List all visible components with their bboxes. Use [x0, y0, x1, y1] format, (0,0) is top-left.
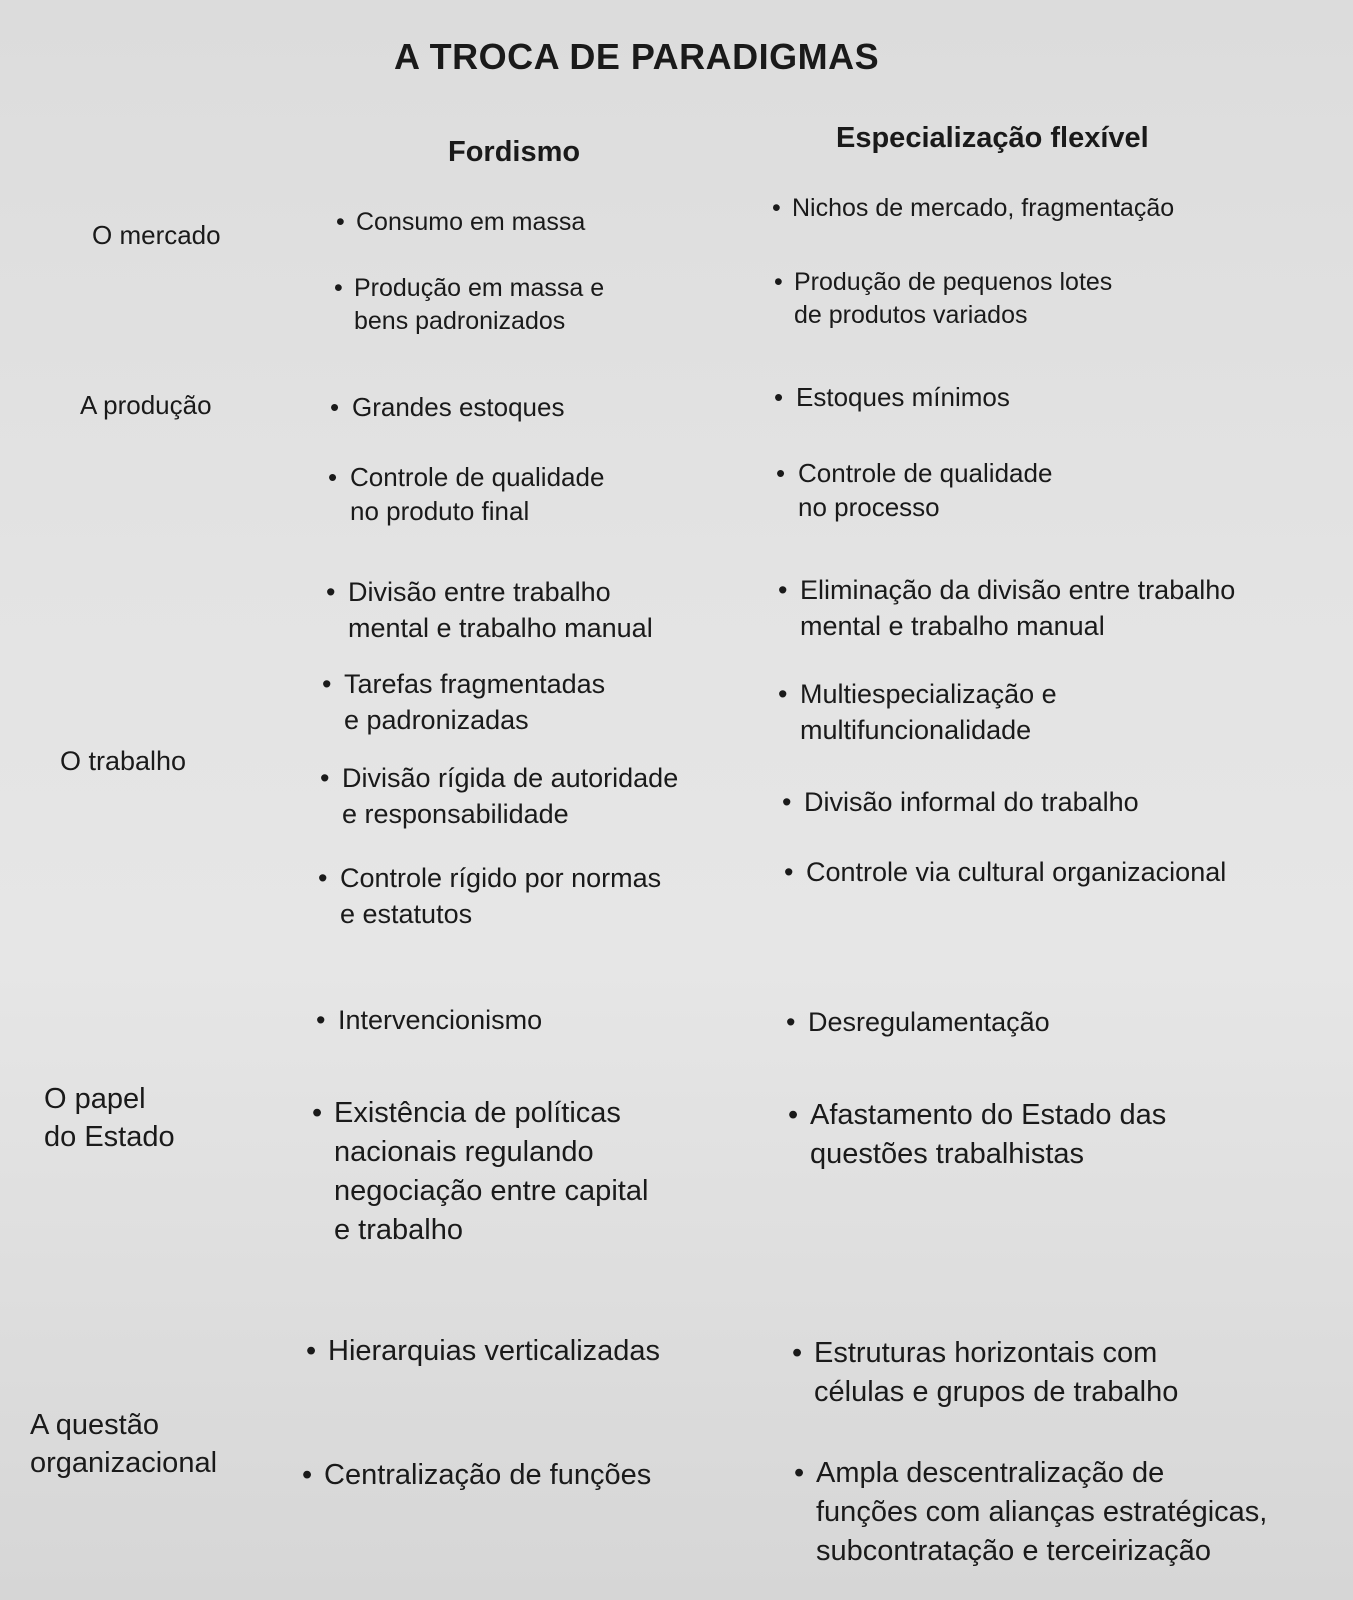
fordismo-item: • Produção em massa e bens padronizados: [334, 272, 604, 338]
especializacao-item: • Controle via cultural organizacional: [784, 854, 1226, 890]
especializacao-item: • Multiespecialização e multifuncionalidade: [778, 676, 1057, 748]
fordismo-item: • Consumo em massa: [336, 206, 585, 239]
row-label-organizacao: A questão organizacional: [30, 1409, 218, 1479]
especializacao-item: • Eliminação da divisão entre trabalho mental e trabalho manual: [778, 572, 1235, 644]
column-header-especializacao: Especialização flexível: [836, 122, 1149, 154]
especializacao-item: • Desregulamentação: [786, 1004, 1050, 1040]
especializacao-item: • Controle de qualidade no processo: [776, 456, 1052, 524]
especializacao-item: • Estruturas horizontais com células e grupos de trabalho: [792, 1334, 1178, 1412]
fordismo-item: • Existência de políticas nacionais regulando negociação entre capital e trabalho: [312, 1094, 648, 1250]
row-label-trabalho: O trabalho: [60, 746, 187, 776]
row-label-estado: O papel do Estado: [44, 1083, 175, 1153]
especializacao-item: • Nichos de mercado, fragmentação: [772, 192, 1174, 225]
row-label-mercado: O mercado: [92, 220, 221, 250]
fordismo-item: • Controle rígido por normas e estatutos: [318, 860, 661, 932]
especializacao-item: • Ampla descentralização de funções com alianças estratégicas, subcontratação e terceirização: [794, 1454, 1267, 1571]
fordismo-item: • Divisão entre trabalho mental e trabalho manual: [326, 574, 653, 646]
fordismo-item: • Centralização de funções: [302, 1456, 651, 1495]
fordismo-item: • Controle de qualidade no produto final: [328, 460, 604, 528]
especializacao-item: • Divisão informal do trabalho: [782, 784, 1139, 820]
especializacao-item: • Afastamento do Estado das questões trabalhistas: [788, 1096, 1166, 1174]
row-label-producao: A produção: [80, 390, 212, 420]
fordismo-item: • Grandes estoques: [330, 390, 564, 424]
page-title: A TROCA DE PARADIGMAS: [394, 36, 880, 77]
especializacao-item: • Produção de pequenos lotes de produtos variados: [774, 266, 1112, 332]
fordismo-item: • Intervencionismo: [316, 1002, 542, 1038]
fordismo-item: • Divisão rígida de autoridade e responsabilidade: [320, 760, 678, 832]
especializacao-item: • Estoques mínimos: [774, 380, 1010, 414]
column-header-fordismo: Fordismo: [448, 136, 581, 168]
fordismo-item: • Hierarquias verticalizadas: [306, 1332, 660, 1371]
fordismo-item: • Tarefas fragmentadas e padronizadas: [322, 666, 605, 738]
